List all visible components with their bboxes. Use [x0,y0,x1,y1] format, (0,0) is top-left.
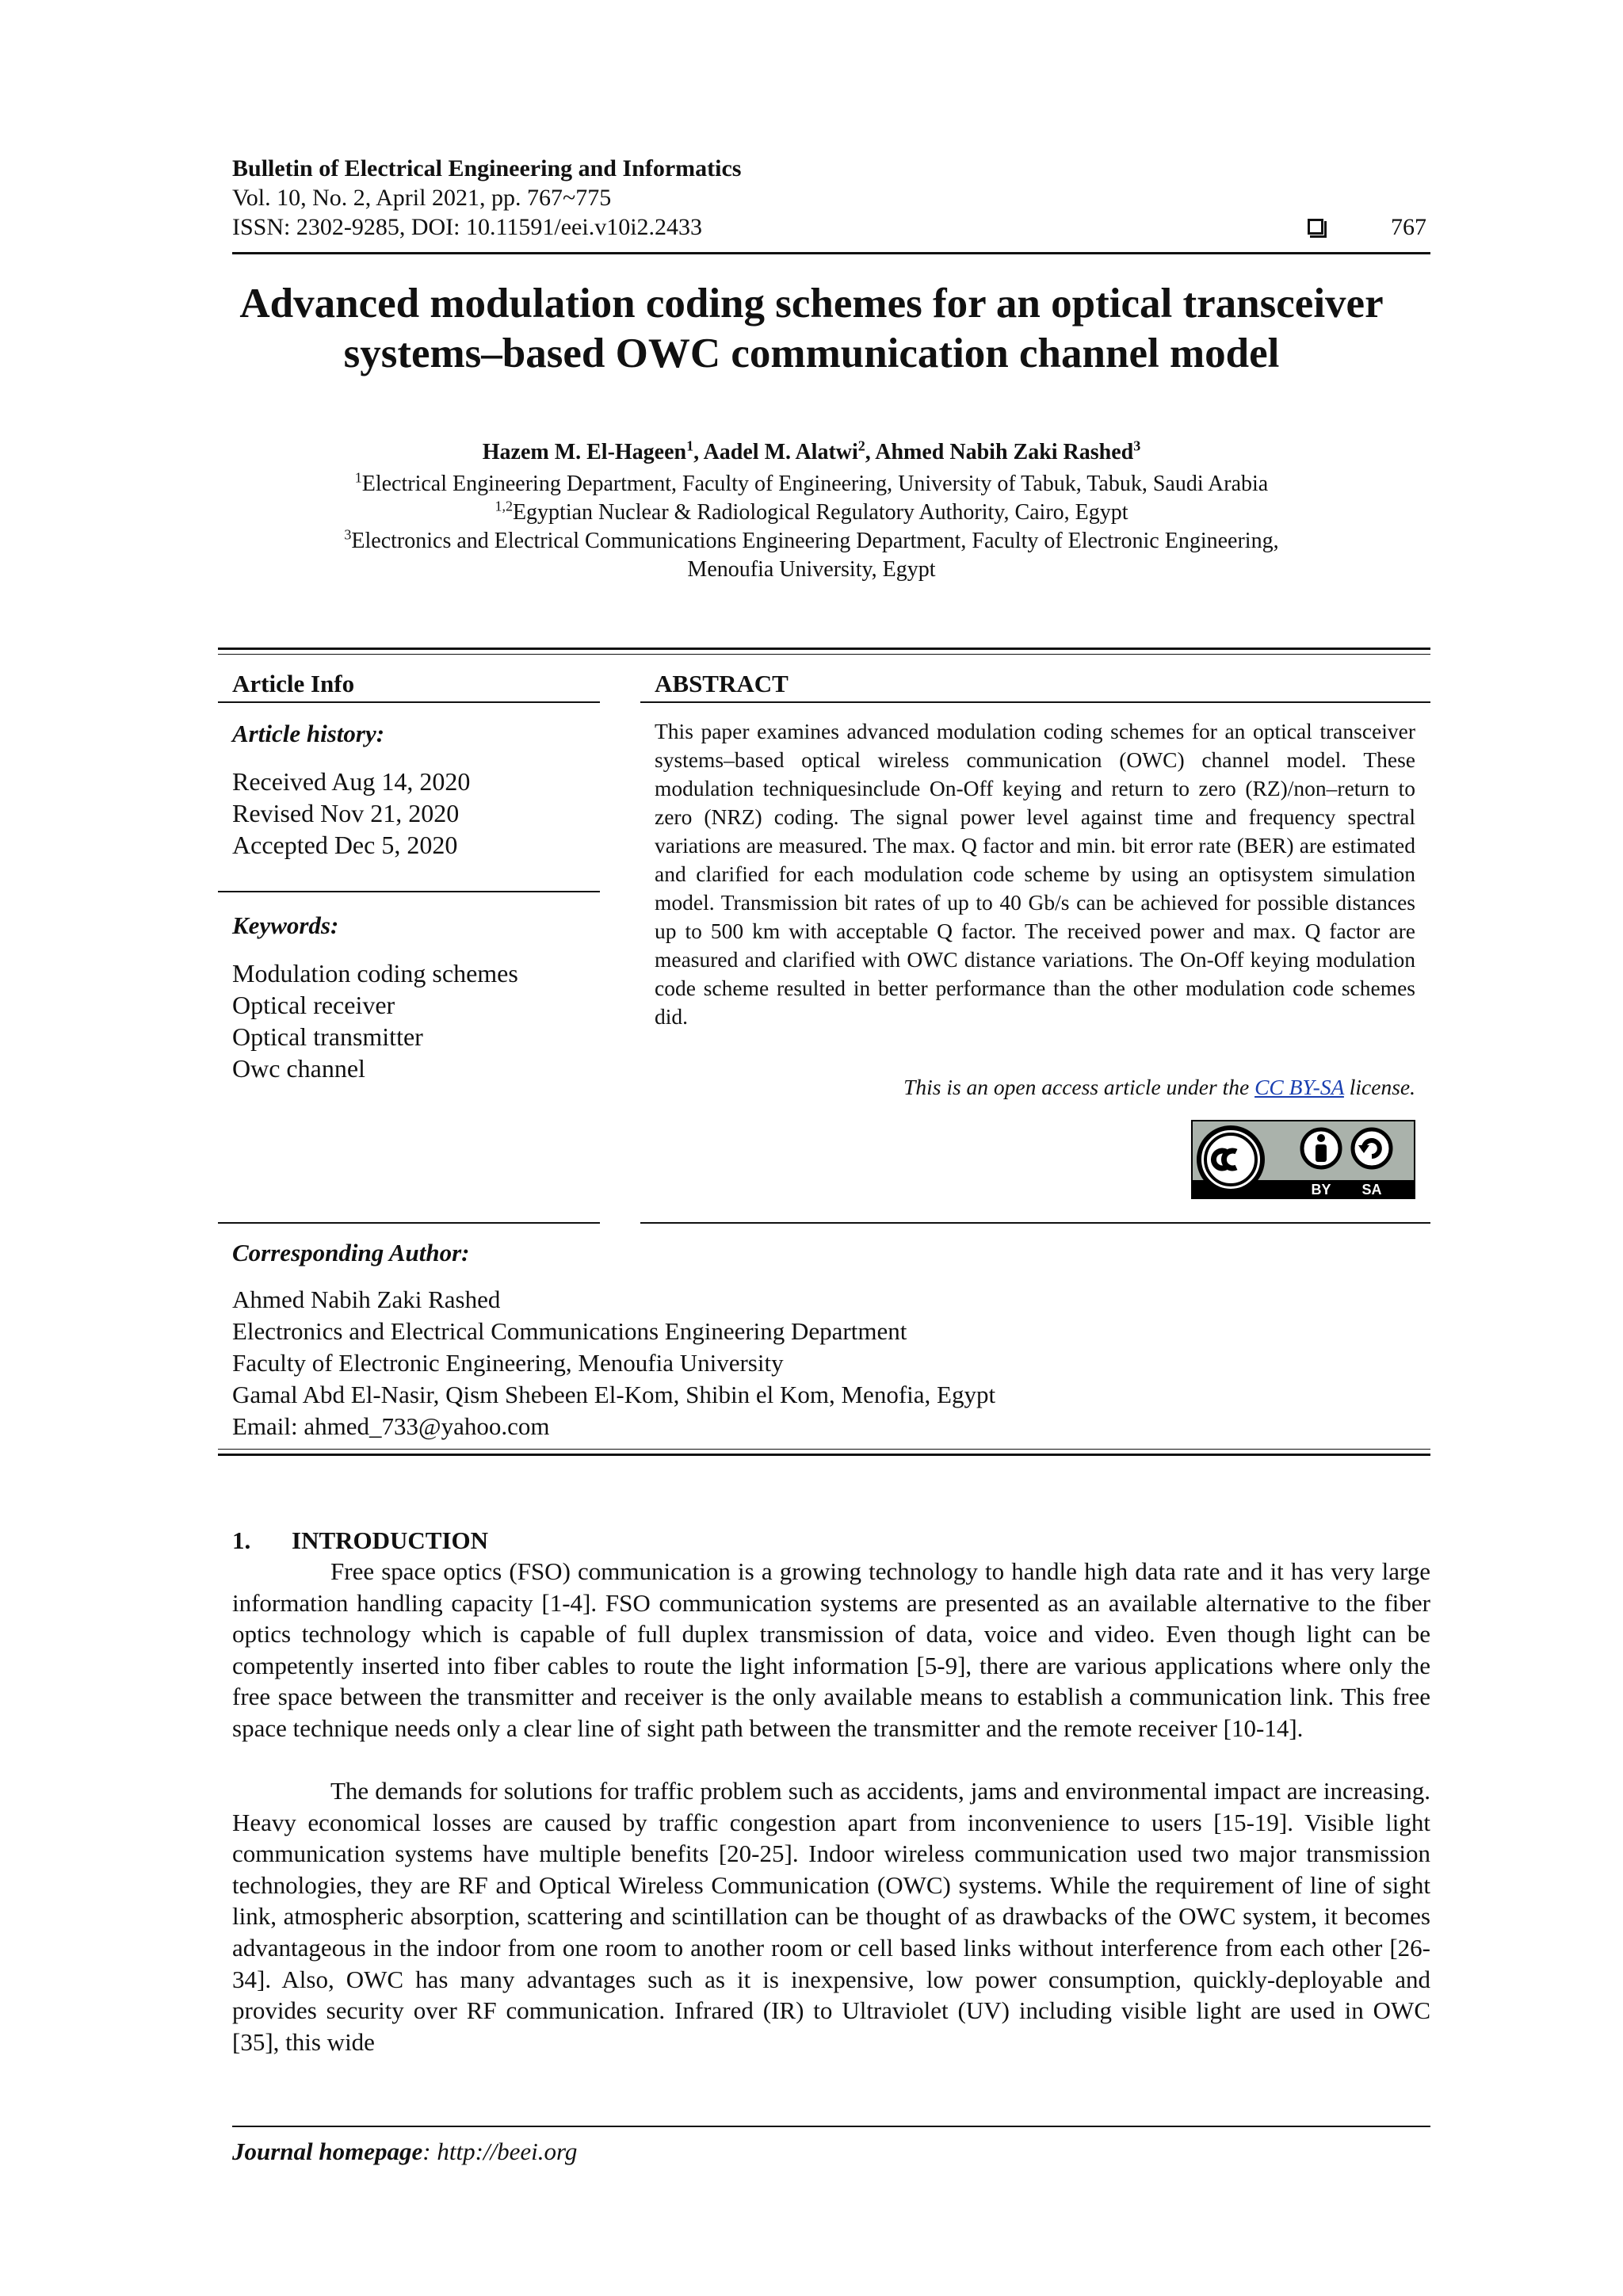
section-title: INTRODUCTION [292,1526,489,1554]
affiliation-line: $^1$Electrical Engineering Department, Faculty of Engineering, University of Tabuk, Tabuk, Saudi Arabia [354,469,1269,496]
author-superscript: 2 [857,437,865,454]
article-history-list [232,766,470,861]
keyword-item: Owc channel [232,1054,365,1083]
cc-by-sa-badge[interactable] [1191,1120,1415,1199]
cc-logo-icon [1199,1128,1262,1191]
abstract-bottom-rule [640,1222,1430,1224]
history-revised: Revised Nov 21, 2020 [232,799,460,827]
author-name: Ahmed Nabih Zaki Rashed [875,440,1134,464]
introduction-heading [232,1526,488,1555]
corresponding-email: Email: ahmed_733@yahoo.com [232,1412,550,1440]
keyword-item: Modulation coding schemes [232,959,518,988]
article-info-heading: Article Info [232,670,355,697]
history-accepted: Accepted Dec 5, 2020 [232,831,458,859]
page-number: 767 [1391,214,1426,240]
corresponding-author-heading: Corresponding Author: [232,1239,470,1266]
section-number: 1. [232,1526,251,1554]
journal-homepage-footer: Journal homepage: http://beei.org [232,2137,578,2165]
journal-issn-line: ISSN: 2302-9285, DOI: 10.11591/eei.v10i2.2433 [232,214,703,240]
paper-title [158,279,1465,379]
info-box-top-rule [218,648,1430,650]
corresponding-author-details [232,1284,995,1442]
info-box-bottom-rule [218,1454,1430,1456]
affiliation-superscript: 1,2 [495,498,513,514]
badge-by-label: BY [1311,1182,1331,1198]
author-separator: , [865,440,876,464]
share-alike-icon [1353,1129,1391,1167]
affiliation-line: Menoufia University, Egypt [687,557,936,582]
corresponding-name: Ahmed Nabih Zaki Rashed [232,1286,501,1313]
keywords-heading: Keywords: [232,911,339,939]
history-received: Received Aug 14, 2020 [232,767,471,796]
affiliation-superscript: 3 [344,526,352,543]
abstract-heading: ABSTRACT [655,670,789,697]
author-name: Aadel M. Alatwi [703,440,858,464]
info-box-top-rule-thin [218,654,1430,655]
corresponding-department: Electronics and Electrical Communications Engineering Department [232,1317,907,1345]
open-access-line: This is an open access article under the CC BY-SA license. [903,1075,1415,1099]
keyword-item: Optical receiver [232,991,395,1019]
paper-title-line-2: systems–based OWC communication channel model [343,330,1280,376]
abstract-text: This paper examines advanced modulation coding schemes for an optical transceiver systems–based optical wireless communication (OWC) channel model. These modulation techniquesinclude On-Off keying and return to zero (RZ)/non–return to zero (NRZ) coding. The signal power level against time and frequency spectral variations are measured. The max. Q factor and min. bit error rate (BER) are estimated and clarified for each modulation code scheme by using an optisystem simulation model. Transmission bit rates of up to 40 Gb/s can be achieved for possible distances up to 500 km with acceptable Q factor. The received power and max. Q factor are measured and clarified with OWC distance variations. The On-Off keying modulation code scheme resulted in better performance than the other modulation code schemes did. [655,719,1415,1029]
header-rule [232,252,1430,254]
footer-rule [232,2126,1430,2127]
article-info-rule [218,701,600,703]
paper-title-line-1: Advanced modulation coding schemes for an optical transceiver [239,281,1384,327]
footer-url[interactable]: http://beei.org [437,2137,578,2165]
affiliations [158,470,1465,584]
keywords-rule [218,891,600,892]
square-box-icon [1308,219,1323,235]
badge-sa-label: SA [1361,1182,1382,1198]
attribution-icon [1302,1129,1340,1167]
author-separator: , [693,440,704,464]
author-list [158,437,1465,465]
journal-volume-line: Vol. 10, No. 2, April 2021, pp. 767~775 [232,185,612,211]
author-name: Hazem M. El-Hageen [482,440,687,464]
affiliation-line: $^3$Electronics and Electrical Communications Engineering Department, Faculty of Electronic Engineering, [344,526,1279,553]
footer-label: Journal homepage [232,2137,423,2165]
introduction-paragraph-1: Free space optics (FSO) communication is a growing technology to handle high data rate and it has very large information handling capacity [1-4]. FSO communication systems are presented as an available alternative to the fiber optics technology which is capable of full duplex transmission of data, voice and video. Even though light can be competently inserted into fiber cables to route the light information [5-9], there are various applications where only the free space between the transmitter and receiver is the only available means to establish a communication link. This free space technique needs only a clear line of sight path between the transmitter and the remote receiver [10-14]. [232,1557,1430,1742]
keywords-list [232,957,518,1084]
keyword-item: Optical transmitter [232,1022,423,1051]
journal-name: Bulletin of Electrical Engineering and Informatics [232,155,742,181]
abstract-rule [640,701,1430,703]
affiliation-line: $^{1,2}$Egyptian Nuclear & Radiological Regulatory Authority, Cairo, Egypt [495,498,1128,525]
article-history-heading: Article history: [232,720,385,747]
corresponding-faculty: Faculty of Electronic Engineering, Menoufia University [232,1349,784,1377]
article-info-bottom-rule [218,1222,600,1224]
introduction-paragraph-2: The demands for solutions for traffic problem such as accidents, jams and environmental impact are increasing. Heavy economical losses are caused by traffic congestion apart from inconvenience to users [15-19]. Visible light communication systems have multiple benefits [20-25]. Indoor wireless communication used two major transmission technologies, they are RF and Optical Wireless Communication (OWC) systems. While the requirement of line of sight link, atmospheric absorption, scattering and scintillation can be thought of as drawbacks of the OWC system, it becomes advantageous in the indoor from one room to another room or cell based links without interference from each other [26-34]. Also, OWC has many advantages such as it is inexpensive, low power consumption, quickly-deployable and provides security over RF communication. Infrared (IR) to Ultraviolet (UV) including visible light are used in OWC [35], this wide [232,1777,1430,2056]
license-link[interactable]: CC BY-SA [1254,1075,1344,1099]
author-superscript: 3 [1133,437,1141,454]
author-superscript: 1 [686,437,694,454]
info-box-bottom-rule-thin [218,1449,1430,1450]
corresponding-address: Gamal Abd El-Nasir, Qism Shebeen El-Kom, Shibin el Kom, Menofia, Egypt [232,1381,996,1408]
affiliation-superscript: 1 [354,469,362,486]
